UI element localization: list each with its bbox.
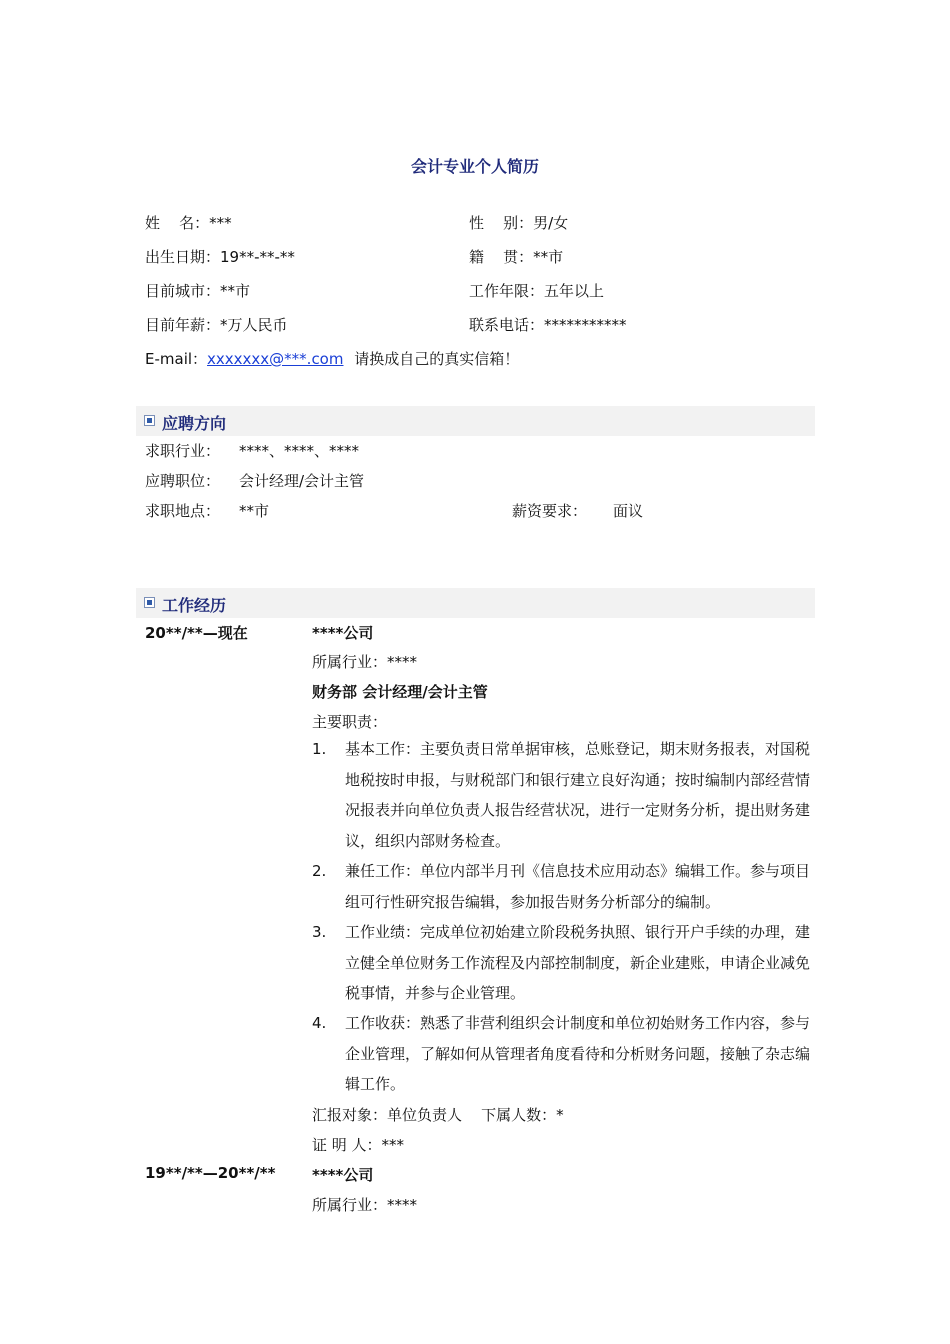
birth-field bbox=[145, 246, 295, 267]
name-field bbox=[145, 212, 232, 233]
birth-label: 出生日期： bbox=[145, 248, 221, 266]
salary-label: 目前年薪： bbox=[145, 316, 221, 334]
years-field bbox=[469, 280, 604, 301]
phone-value: *********** bbox=[544, 316, 627, 334]
location-value: **市 bbox=[239, 502, 270, 520]
position-label: 应聘职位： bbox=[145, 472, 221, 490]
industry-value: ****、****、**** bbox=[239, 442, 360, 460]
origin-field bbox=[469, 246, 563, 267]
experience-section-header bbox=[136, 588, 815, 618]
position-value: 会计经理/会计主管 bbox=[239, 472, 365, 490]
job2-company: ****公司 bbox=[312, 1166, 374, 1184]
document-title: 会计专业个人简历 bbox=[410, 157, 539, 176]
job1-reference: 证 明 人：*** bbox=[312, 1136, 405, 1154]
duty-number: 3. bbox=[312, 923, 327, 941]
duty-text: 基本工作：主要负责日常单据审核，总账登记，期末财务报表，对国税地税按时申报，与财税部门和银行建立良好沟通；按时编制内部经营情况报表并向单位负责人报告经营状况，进行一定财务分析，提出财务建议，组织内部财务检查。 bbox=[345, 740, 811, 850]
phone-field bbox=[469, 314, 627, 335]
job2-period: 19**/**—20**/** bbox=[145, 1164, 276, 1182]
salary-value: *万人民币 bbox=[220, 316, 288, 334]
job-intent-section-header bbox=[136, 406, 815, 436]
city-value: **市 bbox=[220, 282, 251, 300]
birth-value: 19**-**-** bbox=[220, 248, 295, 266]
gender-field bbox=[469, 212, 568, 233]
experience-title: 工作经历 bbox=[162, 596, 227, 615]
gender-label: 性 别： bbox=[469, 214, 534, 232]
job-intent-title: 应聘方向 bbox=[162, 414, 227, 433]
duty-text: 工作业绩：完成单位初始建立阶段税务执照、银行开户手续的办理，建立健全单位财务工作流程及内部控制制度，新企业建账，申请企业减免税事情，并参与企业管理。 bbox=[345, 923, 811, 1002]
duty-text: 工作收获：熟悉了非营利组织会计制度和单位初始财务工作内容，参与企业管理，了解如何从管理者角度看待和分析财务问题，接触了杂志编辑工作。 bbox=[345, 1014, 811, 1093]
gender-value: 男/女 bbox=[533, 214, 569, 232]
duty-number: 4. bbox=[312, 1014, 327, 1032]
job2-industry: 所属行业：**** bbox=[312, 1196, 418, 1214]
email-note: 请换成自己的真实信箱！ bbox=[354, 350, 520, 368]
duty-text: 兼任工作：单位内部半月刊《信息技术应用动态》编辑工作。参与项目组可行性研究报告编辑，参加报告财务分析部分的编制。 bbox=[345, 862, 811, 911]
years-value: 五年以上 bbox=[544, 282, 605, 300]
duty-number: 2. bbox=[312, 862, 327, 880]
email-label: E-mail： bbox=[145, 350, 208, 368]
origin-value: **市 bbox=[533, 248, 564, 266]
industry-label: 求职行业： bbox=[145, 442, 221, 460]
industry-row bbox=[145, 440, 220, 461]
email-field bbox=[145, 348, 519, 369]
origin-label: 籍 贯： bbox=[469, 248, 534, 266]
salary-req-value: 面议 bbox=[613, 502, 644, 520]
phone-label: 联系电话： bbox=[469, 316, 545, 334]
job1-dept-title: 财务部 会计经理/会计主管 bbox=[312, 683, 488, 701]
duty-number: 1. bbox=[312, 740, 327, 758]
location-label: 求职地点： bbox=[145, 502, 221, 520]
email-link[interactable]: xxxxxxx@***.com bbox=[207, 350, 344, 368]
job1-report-to: 汇报对象：单位负责人 下属人数：* bbox=[312, 1106, 564, 1124]
section-bullet-icon bbox=[144, 597, 155, 608]
job1-industry: 所属行业：**** bbox=[312, 653, 418, 671]
salary-req-label: 薪资要求： bbox=[512, 502, 588, 520]
name-value: *** bbox=[209, 214, 232, 232]
job1-company: ****公司 bbox=[312, 624, 374, 642]
years-label: 工作年限： bbox=[469, 282, 545, 300]
city-label: 目前城市： bbox=[145, 282, 221, 300]
name-label: 姓 名： bbox=[145, 214, 210, 232]
job1-period: 20**/**—现在 bbox=[145, 624, 248, 642]
salary-field bbox=[145, 314, 288, 335]
city-field bbox=[145, 280, 250, 301]
job1-duties-label: 主要职责： bbox=[312, 713, 388, 731]
section-bullet-icon bbox=[144, 415, 155, 426]
